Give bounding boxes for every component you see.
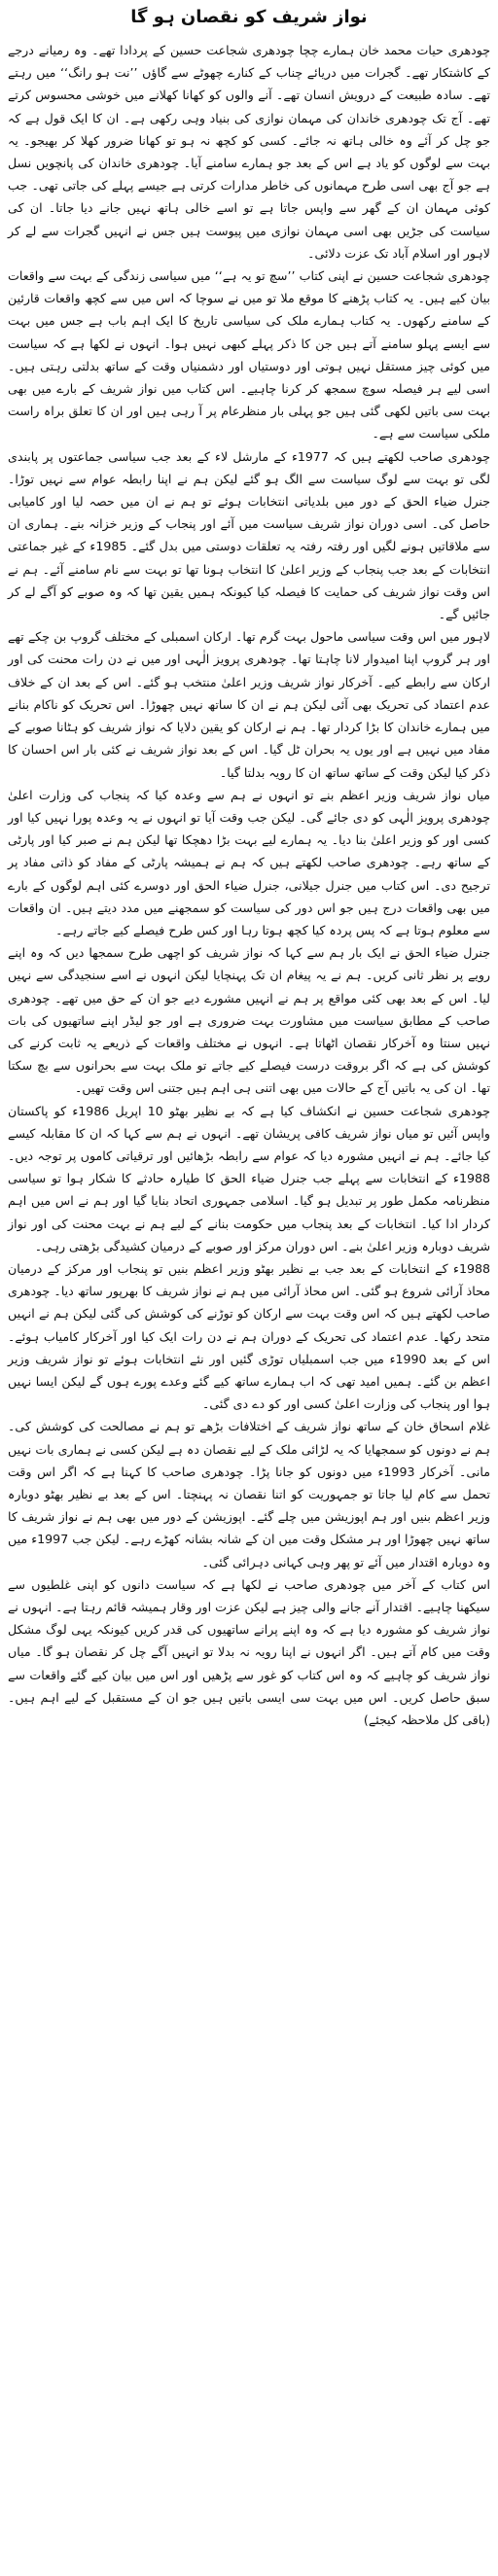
article-paragraph <box>8 1573 490 1731</box>
article-paragraph: چودھری حیات محمد خان ہمارے چچا چودھری شجاعت حسین کے پردادا تھے۔ وہ رمیانے درجے کے کاشتکار تھے۔ گجرات میں دریائے چناب کے کنارے چھوٹے سے گاؤں ’’نت ہو رانگ‘‘ میں رہتے تھے۔ سادہ طبیعت کے درویش انسان تھے۔ آنے والوں کو کھانا کھلانے میں خوشی محسوس کرتے تھے۔ آج تک چودھری خاندان کی مہمان نوازی کی بنیاد وہی رکھی ہے۔ ان کا ایک قول ہے کہ جو چل کر آئے وہ خالی ہاتھ نہ جائے۔ کسی کو کچھ نہ ہو تو کھانا ضرور کھلا کر بھیجو۔ یہ بہت سے لوگوں کو یاد ہے اس کے بعد جو ہمارے سامنے آیا۔ چودھری خاندان کی پانچویں نسل ہے جو آج بھی اسی طرح مہمانوں کی خاطر مدارات کرتی ہے جیسے پہلے کی جاتی تھی۔ جب کوئی مہمان ان کے گھر سے واپس جاتا ہے تو اسے خالی ہاتھ نہیں جانے دیا جاتا۔ ان کی سیاست کی جڑیں بھی اسی مہمان نوازی میں پیوست ہیں جس نے انہیں گجرات سے لے کر لاہور اور اسلام آباد تک عزت دلائی۔ <box>8 43 490 261</box>
article-title: نواز شریف کو نقصان ہو گا <box>130 7 368 27</box>
article-paragraph: جنرل ضیاء الحق نے ایک بار ہم سے کہا کہ نواز شریف کو اچھی طرح سمجھا دیں کہ وہ اپنے رویے پر نظر ثانی کریں۔ ہم نے یہ پیغام ان تک پہنچایا لیکن انہوں نے اسے سنجیدگی سے نہیں لیا۔ اس کے بعد بھی کئی مواقع پر ہم نے انہیں مشورے دیے جو ان کے حق میں تھے۔ چودھری صاحب کے مطابق سیاست میں مشاورت بہت ضروری ہے اور جو لیڈر اپنے ساتھیوں کی بات نہیں سنتا وہ آخرکار نقصان اٹھاتا ہے۔ انہوں نے مختلف واقعات کے ذریعے یہ ثابت کرنے کی کوشش کی ہے کہ اگر بروقت درست فیصلے کیے جاتے تو ملک بہت سے بحرانوں سے بچ سکتا تھا۔ ان کی یہ باتیں آج کے حالات میں بھی اتنی ہی اہم ہیں جتنی اس وقت تھیں۔ <box>8 945 490 1096</box>
article-body <box>8 39 490 1731</box>
article-paragraph: لاہور میں اس وقت سیاسی ماحول بہت گرم تھا۔ ارکان اسمبلی کے مختلف گروپ بن چکے تھے اور ہر گروپ اپنا امیدوار لانا چاہتا تھا۔ چودھری پرویز الٰہی اور میں نے دن رات محنت کی اور ارکان سے رابطے کیے۔ آخرکار نواز شریف وزیر اعلیٰ منتخب ہو گئے۔ اس کے بعد ان کے خلاف عدم اعتماد کی تحریک بھی آئی لیکن ہم نے ان کا ساتھ نہیں چھوڑا۔ اس تحریک کو ناکام بنانے میں ہمارے خاندان کا بڑا کردار تھا۔ ہم نے ارکان کو یقین دلایا کہ نواز شریف کو ہٹانا صوبے کے مفاد میں نہیں ہے اور یوں یہ بحران ٹل گیا۔ اس کے بعد نواز شریف نے کئی بار اس احسان کا ذکر کیا لیکن وقت کے ساتھ ساتھ ان کا رویہ بدلتا گیا۔ <box>8 629 490 780</box>
article-paragraph: چودھری شجاعت حسین نے انکشاف کیا ہے کہ بے نظیر بھٹو 10 اپریل 1986ء کو پاکستان واپس آئیں تو میاں نواز شریف کافی پریشان تھے۔ انہوں نے ہم سے کہا کہ ان کا مقابلہ کیسے کیا جائے۔ ہم نے انہیں مشورہ دیا کہ عوام سے رابطہ بڑھائیں اور ترقیاتی کاموں پر توجہ دیں۔ 1988ء کے انتخابات سے پہلے جب جنرل ضیاء الحق کا طیارہ حادثے کا شکار ہوا تو سیاسی منظرنامہ مکمل طور پر تبدیل ہو گیا۔ اسلامی جمہوری اتحاد بنایا گیا اور ہم نے اس میں اہم کردار ادا کیا۔ انتخابات کے بعد پنجاب میں حکومت بنانے کے لیے ہم نے بہت محنت کی اور نواز شریف دوبارہ وزیر اعلیٰ بنے۔ اس دوران مرکز اور صوبے کے درمیان کشیدگی بڑھتی رہی۔ <box>8 1103 490 1253</box>
article-paragraph: غلام اسحاق خان کے ساتھ نواز شریف کے اختلافات بڑھے تو ہم نے مصالحت کی کوشش کی۔ ہم نے دونوں کو سمجھایا کہ یہ لڑائی ملک کے لیے نقصان دہ ہے لیکن کسی نے ہماری بات نہیں مانی۔ آخرکار 1993ء میں دونوں کو جانا پڑا۔ چودھری صاحب کا کہنا ہے کہ اگر اس وقت تحمل سے کام لیا جاتا تو جمہوریت کو اتنا نقصان نہ پہنچتا۔ اس کے بعد بے نظیر بھٹو دوبارہ وزیر اعظم بنیں اور ہم اپوزیشن میں چلے گئے۔ اپوزیشن کے دور میں بھی ہم نے نواز شریف کا ساتھ نہیں چھوڑا اور ہر مشکل وقت میں ان کے شانہ بشانہ کھڑے رہے۔ لیکن جب 1997ء میں وہ دوبارہ اقتدار میں آئے تو پھر وہی کہانی دہرائی گئی۔ <box>8 1419 491 1570</box>
article-paragraph: چودھری صاحب لکھتے ہیں کہ 1977ء کے مارشل لاء کے بعد جب سیاسی جماعتوں پر پابندی لگی تو بہت سے لوگ سیاست سے الگ ہو گئے لیکن ہم نے اپنا رابطہ عوام سے نہیں توڑا۔ جنرل ضیاء الحق کے دور میں بلدیاتی انتخابات ہوئے تو ہم نے ان میں حصہ لیا اور کامیابی حاصل کی۔ اسی دوران نواز شریف سیاست میں آئے اور پنجاب کے وزیر خزانہ بنے۔ ہماری ان سے ملاقاتیں ہونے لگیں اور رفتہ رفتہ یہ تعلقات دوستی میں بدل گئے۔ 1985ء کے غیر جماعتی انتخابات کے بعد جب پنجاب کے وزیر اعلیٰ کا انتخاب ہونا تھا تو بہت سے نام سامنے آئے۔ ہم نے اس وقت نواز شریف کی حمایت کا فیصلہ کیا کیونکہ ہمیں یقین تھا کہ وہ صوبے کو آگے لے کر جائیں گے۔ <box>8 448 490 622</box>
article-paragraph: چودھری شجاعت حسین نے اپنی کتاب ’’سچ تو یہ ہے‘‘ میں سیاسی زندگی کے بہت سے واقعات بیان کیے ہیں۔ یہ کتاب پڑھنے کا موقع ملا تو میں نے سوچا کہ اس میں سے کچھ واقعات قارئین کے سامنے رکھوں۔ یہ کتاب ہمارے ملک کی سیاسی تاریخ کا ایک اہم باب ہے جس میں بہت سے ایسے پہلو سامنے آتے ہیں جن کا ذکر پہلے کبھی نہیں ہوا۔ انہوں نے لکھا ہے کہ سیاست میں کوئی چیز مستقل نہیں ہوتی اور دوستیاں اور دشمنیاں وقت کے ساتھ بدلتی رہتی ہیں۔ اسی لیے ہر فیصلہ سوچ سمجھ کر کرنا چاہیے۔ اس کتاب میں نواز شریف کے بارے میں بھی بہت سی باتیں لکھی گئی ہیں جو پہلی بار منظرعام پر آ رہی ہیں اور ان کا تعلق براہ راست ملکی سیاست سے ہے۔ <box>8 268 490 441</box>
continued-note: (باقی کل ملاحظہ کیجئے) <box>363 1712 490 1728</box>
article-paragraph-text: اس کتاب کے آخر میں چودھری صاحب نے لکھا ہے کہ سیاست دانوں کو اپنی غلطیوں سے سیکھنا چاہیے۔ اقتدار آنے جانے والی چیز ہے لیکن عزت اور وقار ہمیشہ قائم رہتا ہے۔ انہوں نے نواز شریف کو مشورہ دیا ہے کہ وہ اپنے پرانے ساتھیوں کی قدر کریں کیونکہ یہی لوگ مشکل وقت میں کام آتے ہیں۔ اگر انہوں نے اپنا رویہ نہ بدلا تو انہیں آگے چل کر نقصان ہو گا۔ میاں نواز شریف کو چاہیے کہ وہ اس کتاب کو غور سے پڑھیں اور اس میں بیان کیے گئے واقعات سے سبق حاصل کریں۔ اس میں بہت سی ایسی باتیں ہیں جو ان کے مستقبل کے لیے اہم ہیں۔ <box>8 1576 490 1705</box>
article-paragraph: میاں نواز شریف وزیر اعظم بنے تو انہوں نے ہم سے وعدہ کیا کہ پنجاب کی وزارت اعلیٰ چودھری پرویز الٰہی کو دی جائے گی۔ لیکن جب وقت آیا تو انہوں نے یہ وعدہ پورا نہیں کیا اور کسی اور کو وزیر اعلیٰ بنا دیا۔ یہ ہمارے لیے بہت بڑا دھچکا تھا لیکن ہم نے صبر کیا اور پارٹی کے ساتھ رہے۔ چودھری صاحب لکھتے ہیں کہ ہم نے ہمیشہ پارٹی کے مفاد کو ذاتی مفاد پر ترجیح دی۔ اس کتاب میں جنرل جیلانی، جنرل ضیاء الحق اور دوسرے کئی اہم لوگوں کے بارے میں بھی واقعات درج ہیں جو اس دور کی سیاست کو سمجھنے میں مدد دیتے ہیں۔ ان واقعات سے معلوم ہوتا ہے کہ پس پردہ کیا کچھ ہوتا رہا اور کس طرح فیصلے کیے جاتے رہے۔ <box>8 787 490 937</box>
article-paragraph: 1988ء کے انتخابات کے بعد جب بے نظیر بھٹو وزیر اعظم بنیں تو پنجاب اور مرکز کے درمیان محاذ آرائی شروع ہو گئی۔ اس محاذ آرائی میں ہم نے نواز شریف کا بھرپور ساتھ دیا۔ چودھری صاحب لکھتے ہیں کہ اس وقت بہت سے ارکان کو توڑنے کی کوشش کی گئی لیکن ہم نے انہیں متحد رکھا۔ عدم اعتماد کی تحریک کے دوران ہم نے دن رات ایک کیا اور آخرکار کامیاب ہوئے۔ اس کے بعد 1990ء میں جب اسمبلیاں توڑی گئیں اور نئے انتخابات ہوئے تو نواز شریف وزیر اعظم بن گئے۔ ہمیں امید تھی کہ اب ہمارے ساتھ کیے گئے وعدے پورے ہوں گے لیکن ایسا نہیں ہوا اور پنجاب کی وزارت اعلیٰ کسی اور کو دے دی گئی۔ <box>8 1260 490 1412</box>
